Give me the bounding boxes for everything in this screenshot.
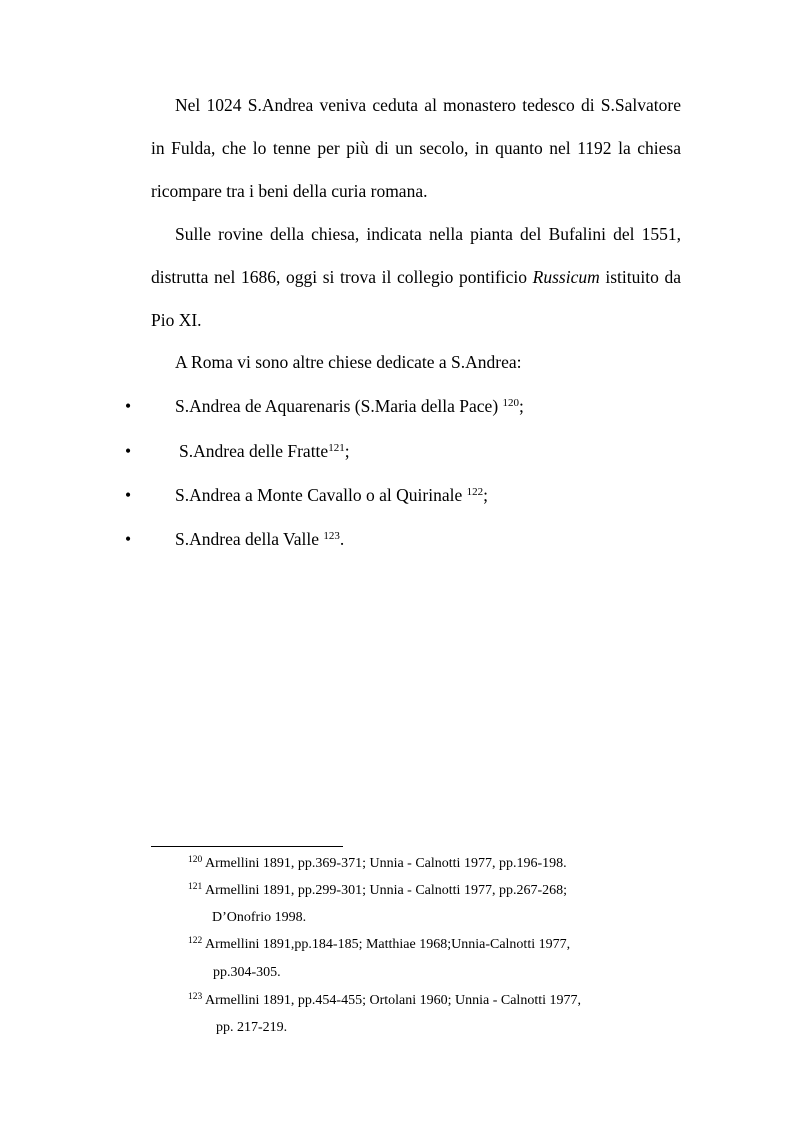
list-item-text [175,518,344,561]
list-item-label: S.Andrea de Aquarenaris (S.Maria della Pace) [175,396,503,416]
list-item-end: . [339,529,345,549]
list-item-end: ; [483,485,488,505]
list-item [0,385,793,428]
footnote-separator [151,846,343,847]
list-item-label: S.Andrea delle Fratte [179,441,329,461]
list-item-end: ; [519,396,524,416]
footnote-ref: 120 [502,397,520,409]
list-item-label: S.Andrea della Valle [175,529,324,549]
footnote-number: 123 [188,992,203,1002]
list-item [0,474,793,517]
footnote-text: Armellini 1891, pp.454-455; Ortolani 1960; Unnia - Calnotti 1977, [202,993,581,1008]
list-item-label: S.Andrea a Monte Cavallo o al Quirinale [175,485,467,505]
footnote-ref: 122 [466,486,484,498]
paragraph-other-churches: A Roma vi sono altre chiese dedicate a S.Andrea: [175,352,522,372]
paragraph-russicum-text-before: Sulle rovine della chiesa, indicata nella pianta del Bufalini del 1551, distrutta nel 1686, oggi si trova il collegio pontificio [151,224,681,287]
footnote-ref: 121 [328,442,345,454]
footnote-number: 121 [188,882,203,892]
list-item-end: ; [344,441,350,461]
footnote-121 [188,877,567,904]
footnote-text: Armellini 1891, pp.369-371; Unnia - Calnotti 1977, pp.196-198. [202,856,567,871]
paragraph-russicum-text-after: istituito da Pio XI. [151,267,681,330]
footnote-ref: 123 [323,530,340,542]
footnote-number: 120 [188,855,203,865]
bullet-icon: • [125,396,132,416]
footnote-122-continuation: pp.304-305. [213,965,281,980]
paragraph-russicum [151,213,681,342]
footnote-123 [188,987,581,1014]
bullet-icon: • [125,529,132,549]
footnote-122 [188,931,570,958]
list-item [0,518,793,561]
paragraph-russicum-italic: Russicum [532,267,600,287]
footnote-number: 122 [188,936,203,946]
footnote-text: Armellini 1891,pp.184-185; Matthiae 1968;Unnia-Calnotti 1977, [202,937,571,952]
footnote-121-continuation: D’Onofrio 1998. [212,910,307,925]
list-item-text [179,430,350,473]
bullet-icon: • [125,485,132,505]
footnote-120 [188,850,567,877]
footnote-123-continuation: pp. 217-219. [216,1020,288,1035]
bullet-icon: • [125,441,132,461]
list-item-text [175,474,488,517]
list-item-text [175,385,524,428]
list-item [0,430,793,473]
paragraph-fulda: Nel 1024 S.Andrea veniva ceduta al monastero tedesco di S.Salvatore in Fulda, che lo tenne per più di un secolo, in quanto nel 1192 la chiesa ricompare tra i beni della curia romana. [151,95,681,201]
footnote-text: Armellini 1891, pp.299-301; Unnia - Calnotti 1977, pp.267-268; [202,883,568,898]
